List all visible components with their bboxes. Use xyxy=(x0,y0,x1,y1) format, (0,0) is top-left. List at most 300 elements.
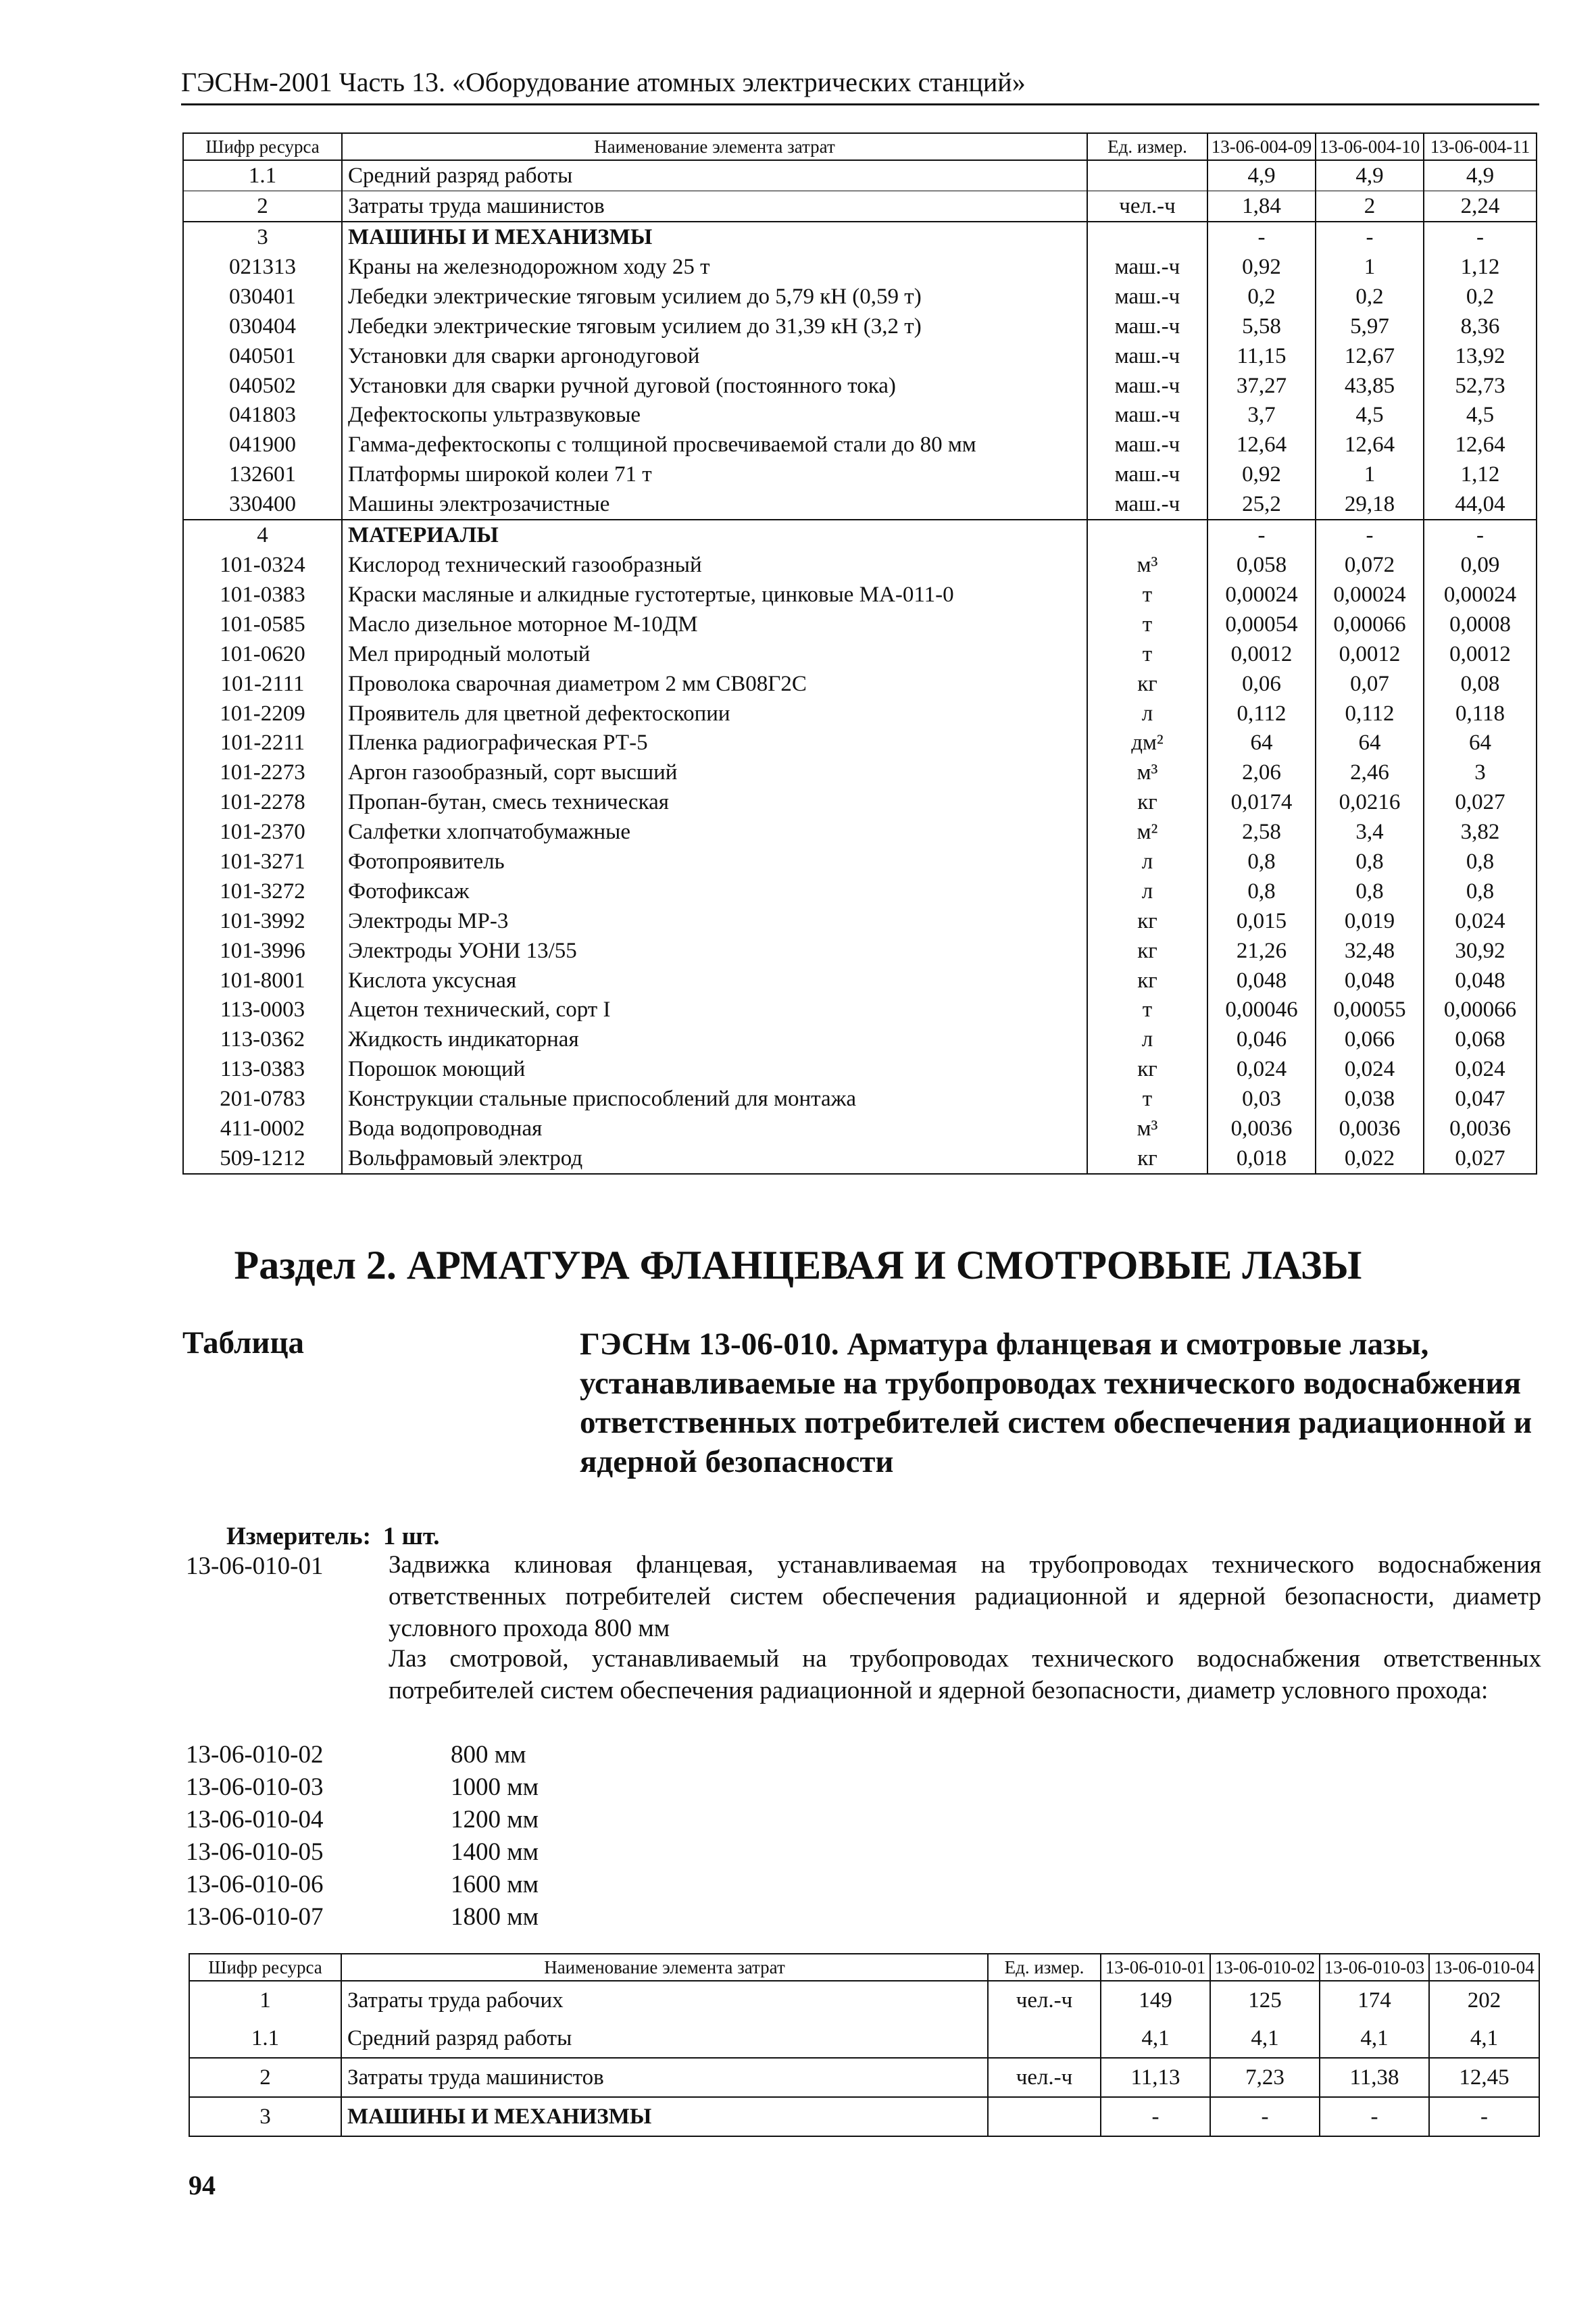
group-description: Лаз смотровой, устанавливаемый на трубопроводах технического водоснабжения ответственных потребителей систем обеспечения радиационной и ядерной безопасности, диаметр условного прохода: xyxy=(389,1645,1541,1704)
table-row xyxy=(183,1143,1537,1174)
table-caption: ГЭСНм 13-06-010. Арматура фланцевая и смотровые лазы, устанавливаемые на трубопроводах технического водоснабжения ответственных потребителей систем обеспечения радиационной и ядерной безопасности xyxy=(580,1327,1532,1479)
cell-code: 040501 xyxy=(183,341,342,371)
col-header-code: Шифр ресурса xyxy=(183,133,342,160)
cell-value: 0,024 xyxy=(1316,1054,1424,1084)
cell-value: 0,00024 xyxy=(1207,580,1316,610)
table-row xyxy=(183,489,1537,520)
cell-code: 041900 xyxy=(183,430,342,460)
cell-value: 0,024 xyxy=(1424,906,1537,936)
cell-unit: кг xyxy=(1087,669,1207,699)
cell-value: 0,00024 xyxy=(1316,580,1424,610)
cell-value: 12,67 xyxy=(1316,341,1424,371)
cell-code: 101-2111 xyxy=(183,669,342,699)
cell-value: 12,64 xyxy=(1207,430,1316,460)
cell-unit: кг xyxy=(1087,1054,1207,1084)
cell-value: 0,024 xyxy=(1207,1054,1316,1084)
cell-code: 132601 xyxy=(183,460,342,489)
cell-value: 0,06 xyxy=(1207,669,1316,699)
cell-value: 12,45 xyxy=(1429,2058,1539,2097)
cell-unit xyxy=(988,2097,1101,2136)
cell-value: 11,13 xyxy=(1101,2058,1210,2097)
cell-value: 4,9 xyxy=(1424,160,1537,191)
table-row xyxy=(183,995,1537,1025)
col-header-norm: 13-06-004-10 xyxy=(1316,133,1424,160)
cell-name: Фотопроявитель xyxy=(342,847,1087,877)
cell-value: 0,048 xyxy=(1207,966,1316,995)
cell-value: 0,92 xyxy=(1207,252,1316,282)
cell-code: 509-1212 xyxy=(183,1143,342,1174)
cell-value: 12,64 xyxy=(1424,430,1537,460)
cell-value: 0,03 xyxy=(1207,1084,1316,1114)
cell-value: 0,068 xyxy=(1424,1025,1537,1054)
cell-value: 30,92 xyxy=(1424,936,1537,966)
cell-unit: маш.-ч xyxy=(1087,489,1207,520)
cell-code: 3 xyxy=(189,2097,341,2136)
cell-value: 174 xyxy=(1320,1981,1429,2019)
cell-unit xyxy=(988,2019,1101,2058)
cell-name: Вольфрамовый электрод xyxy=(342,1143,1087,1174)
cell-unit: т xyxy=(1087,610,1207,639)
cell-unit: маш.-ч xyxy=(1087,401,1207,430)
table-row xyxy=(183,639,1537,669)
cell-value: 0,0012 xyxy=(1316,639,1424,669)
cell-unit: маш.-ч xyxy=(1087,430,1207,460)
table-row xyxy=(183,341,1537,371)
cell-value: 2,06 xyxy=(1207,758,1316,787)
cell-value: 29,18 xyxy=(1316,489,1424,520)
cell-value: 0,8 xyxy=(1207,877,1316,906)
cell-name: Машины электрозачистные xyxy=(342,489,1087,520)
cell-name: Установки для сварки аргонодуговой xyxy=(342,341,1087,371)
cell-value: 1,12 xyxy=(1424,460,1537,489)
cell-value: 12,64 xyxy=(1316,430,1424,460)
cell-value: 0,8 xyxy=(1207,847,1316,877)
table-row xyxy=(183,312,1537,341)
cell-name: Затраты труда рабочих xyxy=(341,1981,988,2019)
cell-value: - xyxy=(1207,520,1316,550)
cell-value: 4,9 xyxy=(1316,160,1424,191)
cell-code: 1.1 xyxy=(189,2019,341,2058)
cell-value: 1 xyxy=(1316,460,1424,489)
col-header-code: Шифр ресурса xyxy=(189,1954,341,1981)
item-code: 13-06-010-01 xyxy=(186,1552,324,1580)
item-code: 13-06-010-07 xyxy=(186,1903,324,1931)
cell-unit: маш.-ч xyxy=(1087,312,1207,341)
cell-name: Кислота уксусная xyxy=(342,966,1087,995)
table-row xyxy=(183,401,1537,430)
cell-name: Мел природный молотый xyxy=(342,639,1087,669)
cell-value: 0,072 xyxy=(1316,550,1424,580)
cell-code: 4 xyxy=(183,520,342,550)
cell-value: 4,1 xyxy=(1101,2019,1210,2058)
col-header-norm: 13-06-010-03 xyxy=(1320,1954,1429,1981)
cell-unit: чел.-ч xyxy=(988,2058,1101,2097)
col-header-norm: 13-06-004-11 xyxy=(1424,133,1537,160)
cell-unit: т xyxy=(1087,639,1207,669)
cell-code: 101-8001 xyxy=(183,966,342,995)
running-header: ГЭСНм-2001 Часть 13. «Оборудование атомных электрических станций» xyxy=(181,66,1539,105)
cell-code: 101-3996 xyxy=(183,936,342,966)
cell-unit: л xyxy=(1087,877,1207,906)
cell-name: Средний разряд работы xyxy=(342,160,1087,191)
cell-unit: дм² xyxy=(1087,728,1207,758)
cell-value: 0,08 xyxy=(1424,669,1537,699)
cell-value: 7,23 xyxy=(1210,2058,1320,2097)
item-code: 13-06-010-03 xyxy=(186,1773,324,1801)
cell-unit: маш.-ч xyxy=(1087,252,1207,282)
cell-value: - xyxy=(1210,2097,1320,2136)
item-size: 800 мм xyxy=(451,1741,526,1769)
cell-value: 3,82 xyxy=(1424,817,1537,847)
cell-unit xyxy=(1087,160,1207,191)
table-row xyxy=(183,252,1537,282)
cell-value: 0,066 xyxy=(1316,1025,1424,1054)
cell-unit: л xyxy=(1087,699,1207,729)
cell-name: Краны на железнодорожном ходу 25 т xyxy=(342,252,1087,282)
cell-unit: л xyxy=(1087,847,1207,877)
cell-value: 0,0216 xyxy=(1316,787,1424,817)
cell-unit: кг xyxy=(1087,787,1207,817)
cell-unit: кг xyxy=(1087,966,1207,995)
cell-value: 0,018 xyxy=(1207,1143,1316,1174)
cell-code: 201-0783 xyxy=(183,1084,342,1114)
cell-name: Фотофиксаж xyxy=(342,877,1087,906)
cell-value: 4,5 xyxy=(1424,401,1537,430)
cell-value: 0,112 xyxy=(1207,699,1316,729)
cell-value: 0,8 xyxy=(1316,877,1424,906)
cell-value: 1,84 xyxy=(1207,191,1316,222)
item-code: 13-06-010-02 xyxy=(186,1741,324,1769)
measure-line xyxy=(226,1522,452,1551)
cell-value: - xyxy=(1316,520,1424,550)
cell-value: 125 xyxy=(1210,1981,1320,2019)
cell-value: 0,8 xyxy=(1424,847,1537,877)
cell-value: 0,058 xyxy=(1207,550,1316,580)
table-row xyxy=(183,699,1537,729)
cell-value: 11,38 xyxy=(1320,2058,1429,2097)
cell-value: 0,019 xyxy=(1316,906,1424,936)
cell-value: 0,027 xyxy=(1424,1143,1537,1174)
cell-code: 040502 xyxy=(183,371,342,401)
item-size: 1400 мм xyxy=(451,1838,539,1866)
cell-value: 149 xyxy=(1101,1981,1210,2019)
cell-value: 43,85 xyxy=(1316,371,1424,401)
cell-name: Пленка радиографическая РТ-5 xyxy=(342,728,1087,758)
item-code: 13-06-010-05 xyxy=(186,1838,324,1866)
cell-value: 0,2 xyxy=(1207,282,1316,312)
cell-value: 0,09 xyxy=(1424,550,1537,580)
cell-unit: м² xyxy=(1087,817,1207,847)
cell-name: Средний разряд работы xyxy=(341,2019,988,2058)
cell-value: 0,024 xyxy=(1424,1054,1537,1084)
cell-unit: кг xyxy=(1087,906,1207,936)
cell-value: 4,9 xyxy=(1207,160,1316,191)
cell-name: Конструкции стальные приспособлений для монтажа xyxy=(342,1084,1087,1114)
cell-value: 1 xyxy=(1316,252,1424,282)
cell-name: Ацетон технический, сорт I xyxy=(342,995,1087,1025)
cell-value: 0,0036 xyxy=(1207,1114,1316,1143)
table-row xyxy=(183,1084,1537,1114)
cell-value: 0,2 xyxy=(1316,282,1424,312)
cell-value: 0,92 xyxy=(1207,460,1316,489)
cell-value: 0,027 xyxy=(1424,787,1537,817)
cell-value: 1,12 xyxy=(1424,252,1537,282)
cell-unit: чел.-ч xyxy=(1087,191,1207,222)
cell-name: МАТЕРИАЛЫ xyxy=(342,520,1087,550)
cell-code: 030401 xyxy=(183,282,342,312)
cell-value: 5,97 xyxy=(1316,312,1424,341)
cell-value: 0,00024 xyxy=(1424,580,1537,610)
cell-unit: кг xyxy=(1087,1143,1207,1174)
cell-value: 21,26 xyxy=(1207,936,1316,966)
cell-code: 113-0003 xyxy=(183,995,342,1025)
page-number: 94 xyxy=(189,2170,216,2200)
cell-code: 411-0002 xyxy=(183,1114,342,1143)
cell-value: 0,118 xyxy=(1424,699,1537,729)
cell-code: 030404 xyxy=(183,312,342,341)
cell-code: 021313 xyxy=(183,252,342,282)
cell-value: 0,8 xyxy=(1316,847,1424,877)
cell-value: 4,1 xyxy=(1429,2019,1539,2058)
cell-code: 101-0585 xyxy=(183,610,342,639)
cell-value: 2,46 xyxy=(1316,758,1424,787)
cell-name: Аргон газообразный, сорт высший xyxy=(342,758,1087,787)
table-header-row xyxy=(189,1954,1539,1981)
cell-name: Дефектоскопы ультразвуковые xyxy=(342,401,1087,430)
cell-value: 202 xyxy=(1429,1981,1539,2019)
cell-value: 11,15 xyxy=(1207,341,1316,371)
cell-name: МАШИНЫ И МЕХАНИЗМЫ xyxy=(341,2097,988,2136)
cell-name: Платформы широкой колеи 71 т xyxy=(342,460,1087,489)
table-row xyxy=(183,906,1537,936)
measure-label: Измеритель: xyxy=(226,1523,371,1550)
table-row xyxy=(183,1114,1537,1143)
cell-code: 2 xyxy=(183,191,342,222)
resource-table-13-06-010 xyxy=(189,1953,1540,2137)
item-size: 1600 мм xyxy=(451,1871,539,1898)
cell-unit: л xyxy=(1087,1025,1207,1054)
cell-value: 0,047 xyxy=(1424,1084,1537,1114)
cell-value: 44,04 xyxy=(1424,489,1537,520)
cell-code: 113-0362 xyxy=(183,1025,342,1054)
cell-value: 0,022 xyxy=(1316,1143,1424,1174)
table-row xyxy=(183,728,1537,758)
cell-value: 0,07 xyxy=(1316,669,1424,699)
cell-value: 25,2 xyxy=(1207,489,1316,520)
col-header-name: Наименование элемента затрат xyxy=(341,1954,988,1981)
cell-value: 0,2 xyxy=(1424,282,1537,312)
cell-value: - xyxy=(1320,2097,1429,2136)
cell-value: 0,112 xyxy=(1316,699,1424,729)
cell-unit: м³ xyxy=(1087,550,1207,580)
cell-name: Салфетки хлопчатобумажные xyxy=(342,817,1087,847)
cell-value: - xyxy=(1429,2097,1539,2136)
table-row xyxy=(183,460,1537,489)
table-row xyxy=(183,787,1537,817)
item-code: 13-06-010-04 xyxy=(186,1806,324,1833)
cell-value: - xyxy=(1207,222,1316,252)
cell-value: 64 xyxy=(1316,728,1424,758)
cell-value: 37,27 xyxy=(1207,371,1316,401)
cell-name: Лебедки электрические тяговым усилием до 5,79 кН (0,59 т) xyxy=(342,282,1087,312)
cell-value: - xyxy=(1424,520,1537,550)
table-row xyxy=(183,1025,1537,1054)
cell-code: 113-0383 xyxy=(183,1054,342,1084)
cell-value: 0,015 xyxy=(1207,906,1316,936)
cell-code: 101-3272 xyxy=(183,877,342,906)
table-body xyxy=(183,160,1537,1174)
cell-value: 0,0036 xyxy=(1316,1114,1424,1143)
cell-value: 0,0012 xyxy=(1424,639,1537,669)
table-row xyxy=(183,877,1537,906)
cell-code: 3 xyxy=(183,222,342,252)
cell-value: 0,00054 xyxy=(1207,610,1316,639)
cell-name: Гамма-дефектоскопы с толщиной просвечиваемой стали до 80 мм xyxy=(342,430,1087,460)
cell-name: Жидкость индикаторная xyxy=(342,1025,1087,1054)
cell-value: 0,00055 xyxy=(1316,995,1424,1025)
cell-value: 64 xyxy=(1424,728,1537,758)
cell-unit: т xyxy=(1087,580,1207,610)
table-header-row xyxy=(183,133,1537,160)
col-header-norm: 13-06-010-02 xyxy=(1210,1954,1320,1981)
cell-unit: маш.-ч xyxy=(1087,460,1207,489)
cell-unit: маш.-ч xyxy=(1087,371,1207,401)
resource-table-13-06-004 xyxy=(182,132,1537,1175)
cell-value: 0,00046 xyxy=(1207,995,1316,1025)
cell-value: 0,048 xyxy=(1424,966,1537,995)
cell-value: 0,046 xyxy=(1207,1025,1316,1054)
cell-value: 2,24 xyxy=(1424,191,1537,222)
table-row xyxy=(183,550,1537,580)
cell-code: 101-3271 xyxy=(183,847,342,877)
cell-value: 3 xyxy=(1424,758,1537,787)
table-row xyxy=(183,430,1537,460)
cell-value: 5,58 xyxy=(1207,312,1316,341)
table-row xyxy=(183,847,1537,877)
cell-unit: т xyxy=(1087,1084,1207,1114)
col-header-name: Наименование элемента затрат xyxy=(342,133,1087,160)
cell-value: 0,8 xyxy=(1424,877,1537,906)
table-row xyxy=(183,758,1537,787)
cell-unit: маш.-ч xyxy=(1087,341,1207,371)
item-size: 1800 мм xyxy=(451,1903,539,1931)
cell-unit: маш.-ч xyxy=(1087,282,1207,312)
cell-value: 0,048 xyxy=(1316,966,1424,995)
cell-code: 101-3992 xyxy=(183,906,342,936)
cell-name: Проявитель для цветной дефектоскопии xyxy=(342,699,1087,729)
col-header-unit: Ед. измер. xyxy=(988,1954,1101,1981)
cell-name: Краски масляные и алкидные густотертые, цинковые МА-011-0 xyxy=(342,580,1087,610)
cell-name: Установки для сварки ручной дуговой (постоянного тока) xyxy=(342,371,1087,401)
cell-code: 1 xyxy=(189,1981,341,2019)
cell-value: 64 xyxy=(1207,728,1316,758)
cell-name: Проволока сварочная диаметром 2 мм СВ08Г2С xyxy=(342,669,1087,699)
cell-name: Лебедки электрические тяговым усилием до 31,39 кН (3,2 т) xyxy=(342,312,1087,341)
item-size: 1200 мм xyxy=(451,1806,539,1833)
table-row xyxy=(183,1054,1537,1084)
cell-value: 3,4 xyxy=(1316,817,1424,847)
table-row xyxy=(183,191,1537,222)
cell-name: Электроды МР-3 xyxy=(342,906,1087,936)
cell-name: Затраты труда машинистов xyxy=(341,2058,988,2097)
table-row xyxy=(183,520,1537,550)
item-description: Задвижка клиновая фланцевая, устанавливаемая на трубопроводах технического водоснабжения ответственных потребителей систем обеспечения радиационной и ядерной безопасности, диаметр условного прохода 800 мм xyxy=(389,1551,1541,1642)
cell-name: Пропан-бутан, смесь техническая xyxy=(342,787,1087,817)
item-code: 13-06-010-06 xyxy=(186,1871,324,1898)
cell-name: Вода водопроводная xyxy=(342,1114,1087,1143)
cell-value: 0,0012 xyxy=(1207,639,1316,669)
cell-value: - xyxy=(1101,2097,1210,2136)
cell-code: 101-2278 xyxy=(183,787,342,817)
cell-unit: м³ xyxy=(1087,1114,1207,1143)
cell-value: - xyxy=(1316,222,1424,252)
cell-code: 101-2209 xyxy=(183,699,342,729)
cell-value: 0,0036 xyxy=(1424,1114,1537,1143)
table-body xyxy=(189,1981,1539,2136)
cell-value: 4,1 xyxy=(1320,2019,1429,2058)
cell-name: Затраты труда машинистов xyxy=(342,191,1087,222)
cell-value: 52,73 xyxy=(1424,371,1537,401)
cell-code: 2 xyxy=(189,2058,341,2097)
table-row xyxy=(183,669,1537,699)
cell-code: 041803 xyxy=(183,401,342,430)
table-row xyxy=(189,2058,1539,2097)
cell-value: 3,7 xyxy=(1207,401,1316,430)
item-size: 1000 мм xyxy=(451,1773,539,1801)
cell-value: 2 xyxy=(1316,191,1424,222)
cell-value: 4,5 xyxy=(1316,401,1424,430)
cell-value: 0,00066 xyxy=(1424,995,1537,1025)
cell-value: 0,0008 xyxy=(1424,610,1537,639)
cell-code: 101-0324 xyxy=(183,550,342,580)
cell-value: 2,58 xyxy=(1207,817,1316,847)
cell-unit xyxy=(1087,520,1207,550)
measure-value: 1 шт. xyxy=(382,1523,440,1550)
col-header-norm: 13-06-010-04 xyxy=(1429,1954,1539,1981)
cell-value: 0,0174 xyxy=(1207,787,1316,817)
table-row xyxy=(183,222,1537,252)
col-header-norm: 13-06-004-09 xyxy=(1207,133,1316,160)
cell-unit: чел.-ч xyxy=(988,1981,1101,2019)
cell-value: 8,36 xyxy=(1424,312,1537,341)
cell-name: Порошок моющий xyxy=(342,1054,1087,1084)
table-row xyxy=(183,160,1537,191)
cell-unit: м³ xyxy=(1087,758,1207,787)
cell-code: 101-0383 xyxy=(183,580,342,610)
table-row xyxy=(183,610,1537,639)
table-row xyxy=(189,2097,1539,2136)
table-row xyxy=(183,580,1537,610)
cell-code: 1.1 xyxy=(183,160,342,191)
table-row xyxy=(189,2019,1539,2058)
cell-unit: кг xyxy=(1087,936,1207,966)
cell-name: МАШИНЫ И МЕХАНИЗМЫ xyxy=(342,222,1087,252)
cell-name: Кислород технический газообразный xyxy=(342,550,1087,580)
cell-code: 101-0620 xyxy=(183,639,342,669)
cell-unit xyxy=(1087,222,1207,252)
table-row xyxy=(183,282,1537,312)
table-label: Таблица xyxy=(182,1325,305,1360)
table-row xyxy=(183,966,1537,995)
cell-code: 101-2370 xyxy=(183,817,342,847)
section-title: Раздел 2. АРМАТУРА ФЛАНЦЕВАЯ И СМОТРОВЫЕ ЛАЗЫ xyxy=(234,1243,1362,1287)
table-row xyxy=(183,371,1537,401)
table-row xyxy=(183,817,1537,847)
cell-value: 4,1 xyxy=(1210,2019,1320,2058)
cell-name: Масло дизельное моторное М-10ДМ xyxy=(342,610,1087,639)
table-row xyxy=(183,936,1537,966)
col-header-norm: 13-06-010-01 xyxy=(1101,1954,1210,1981)
